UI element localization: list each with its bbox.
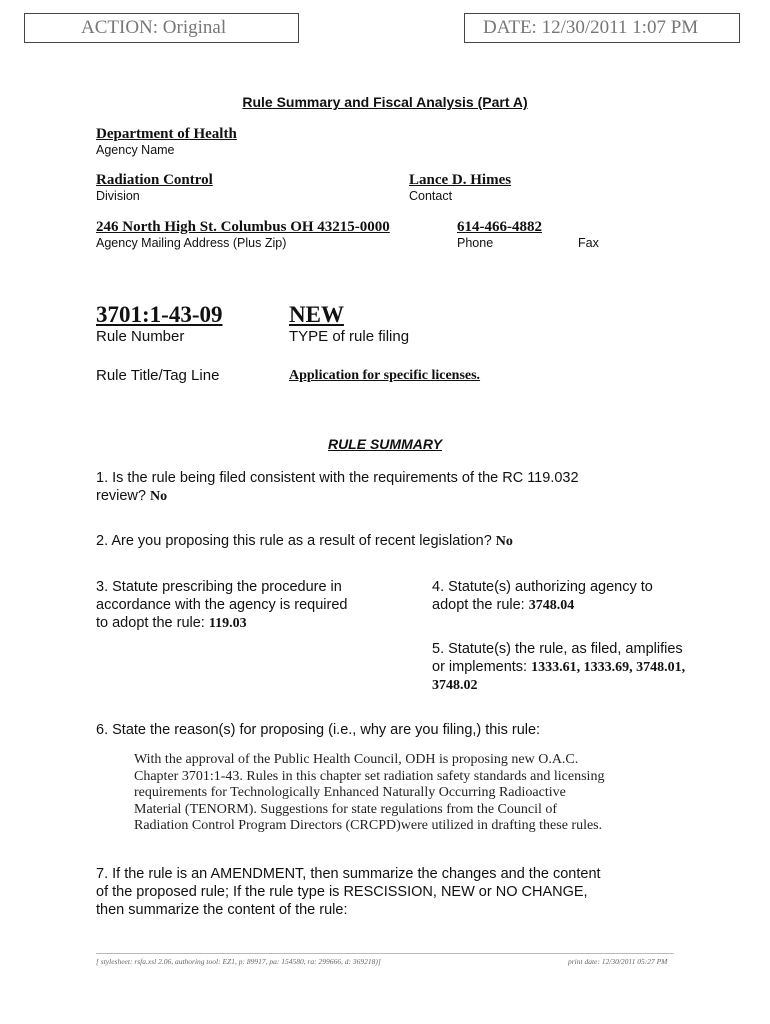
rule-title-value: Application for specific licenses. bbox=[289, 368, 481, 383]
question-6-answer-line: Material (TENORM). Suggestions for state regulations from the Council of bbox=[134, 801, 558, 817]
question-4-line1: 4. Statute(s) authorizing agency to bbox=[432, 579, 653, 595]
address-value: 246 North High St. Columbus OH 43215-0000 bbox=[96, 219, 390, 235]
question-6-text: 6. State the reason(s) for proposing (i.e., why are you filing,) this rule: bbox=[96, 722, 541, 738]
question-3-line1: 3. Statute prescribing the procedure in bbox=[96, 579, 342, 595]
question-7 bbox=[96, 865, 601, 919]
page-title: Rule Summary and Fiscal Analysis (Part A) bbox=[242, 94, 528, 110]
date-text: DATE: 12/30/2011 1:07 PM bbox=[483, 17, 699, 38]
rule-title-label: Rule Title/Tag Line bbox=[96, 367, 220, 384]
question-4 bbox=[432, 578, 653, 615]
footer-print-date: print date: 12/30/2011 05:27 PM bbox=[568, 957, 668, 966]
agency-name-value: Department of Health bbox=[96, 126, 237, 142]
date-box bbox=[464, 13, 740, 43]
question-2 bbox=[96, 532, 513, 551]
rule-summary-heading: RULE SUMMARY bbox=[327, 436, 443, 452]
question-6-answer-line: requirements for Technologically Enhanced Naturally Occurring Radioactive bbox=[134, 785, 566, 800]
question-6-answer-line: Chapter 3701:1-43. Rules in this chapter set radiation safety standards and licensing bbox=[134, 768, 605, 784]
contact-value: Lance D. Himes bbox=[409, 172, 512, 188]
address-label: Agency Mailing Address (Plus Zip) bbox=[96, 236, 287, 250]
action-box bbox=[24, 13, 299, 43]
phone-value: 614-466-4882 bbox=[457, 219, 542, 235]
question-3 bbox=[96, 578, 347, 633]
question-3-line3: to adopt the rule: bbox=[96, 615, 205, 631]
action-text: ACTION: Original bbox=[81, 17, 227, 38]
question-3-line2: accordance with the agency is required bbox=[96, 597, 348, 613]
question-1-line2: review? bbox=[96, 488, 146, 504]
fax-label: Fax bbox=[578, 236, 599, 250]
question-5-line2: or implements: bbox=[432, 659, 528, 675]
question-4-answer: 3748.04 bbox=[528, 598, 575, 613]
phone-label: Phone bbox=[457, 236, 494, 250]
question-1-line1: 1. Is the rule being filed consistent with the requirements of the RC 119.032 bbox=[96, 470, 579, 486]
question-7-line: of the proposed rule; If the rule type is RESCISSION, NEW or NO CHANGE, bbox=[96, 884, 588, 900]
contact-label: Contact bbox=[409, 189, 453, 203]
question-6-answer-line: Radiation Control Program Directors (CRCPD)were utilized in drafting these rules. bbox=[134, 818, 603, 833]
rule-number-label: Rule Number bbox=[96, 328, 185, 345]
question-5-answer-2: 3748.02 bbox=[432, 678, 478, 693]
agency-name-label: Agency Name bbox=[96, 143, 175, 157]
question-5-answer-1: 1333.61, 1333.69, 3748.01, bbox=[531, 660, 686, 675]
question-5-line1: 5. Statute(s) the rule, as filed, amplifies bbox=[432, 641, 683, 657]
division-value: Radiation Control bbox=[96, 172, 213, 188]
question-6-answer bbox=[134, 752, 604, 835]
question-3-answer: 119.03 bbox=[208, 616, 247, 631]
footer-stylesheet-info: [ stylesheet: rsfa.xsl 2.06, authoring tool: EZ1, p: 89917, pa: 154580, ra: 299666, d: 369218)] bbox=[96, 957, 381, 966]
question-1-answer: No bbox=[150, 489, 168, 504]
question-6-answer-line: With the approval of the Public Health Council, ODH is proposing new O.A.C. bbox=[134, 752, 579, 767]
rule-number-value: 3701:1-43-09 bbox=[96, 302, 223, 327]
question-4-line2: adopt the rule: bbox=[432, 597, 525, 613]
question-2-text: 2. Are you proposing this rule as a result of recent legislation? bbox=[96, 533, 492, 549]
footer-divider bbox=[96, 953, 674, 954]
question-1 bbox=[96, 469, 579, 506]
rule-type-label: TYPE of rule filing bbox=[289, 328, 410, 345]
question-5 bbox=[432, 640, 685, 695]
division-label: Division bbox=[96, 189, 140, 203]
question-7-line: then summarize the content of the rule: bbox=[96, 902, 348, 918]
rule-type-value: NEW bbox=[289, 302, 344, 327]
question-2-answer: No bbox=[495, 534, 513, 549]
question-7-line: 7. If the rule is an AMENDMENT, then summarize the changes and the content bbox=[96, 866, 601, 882]
